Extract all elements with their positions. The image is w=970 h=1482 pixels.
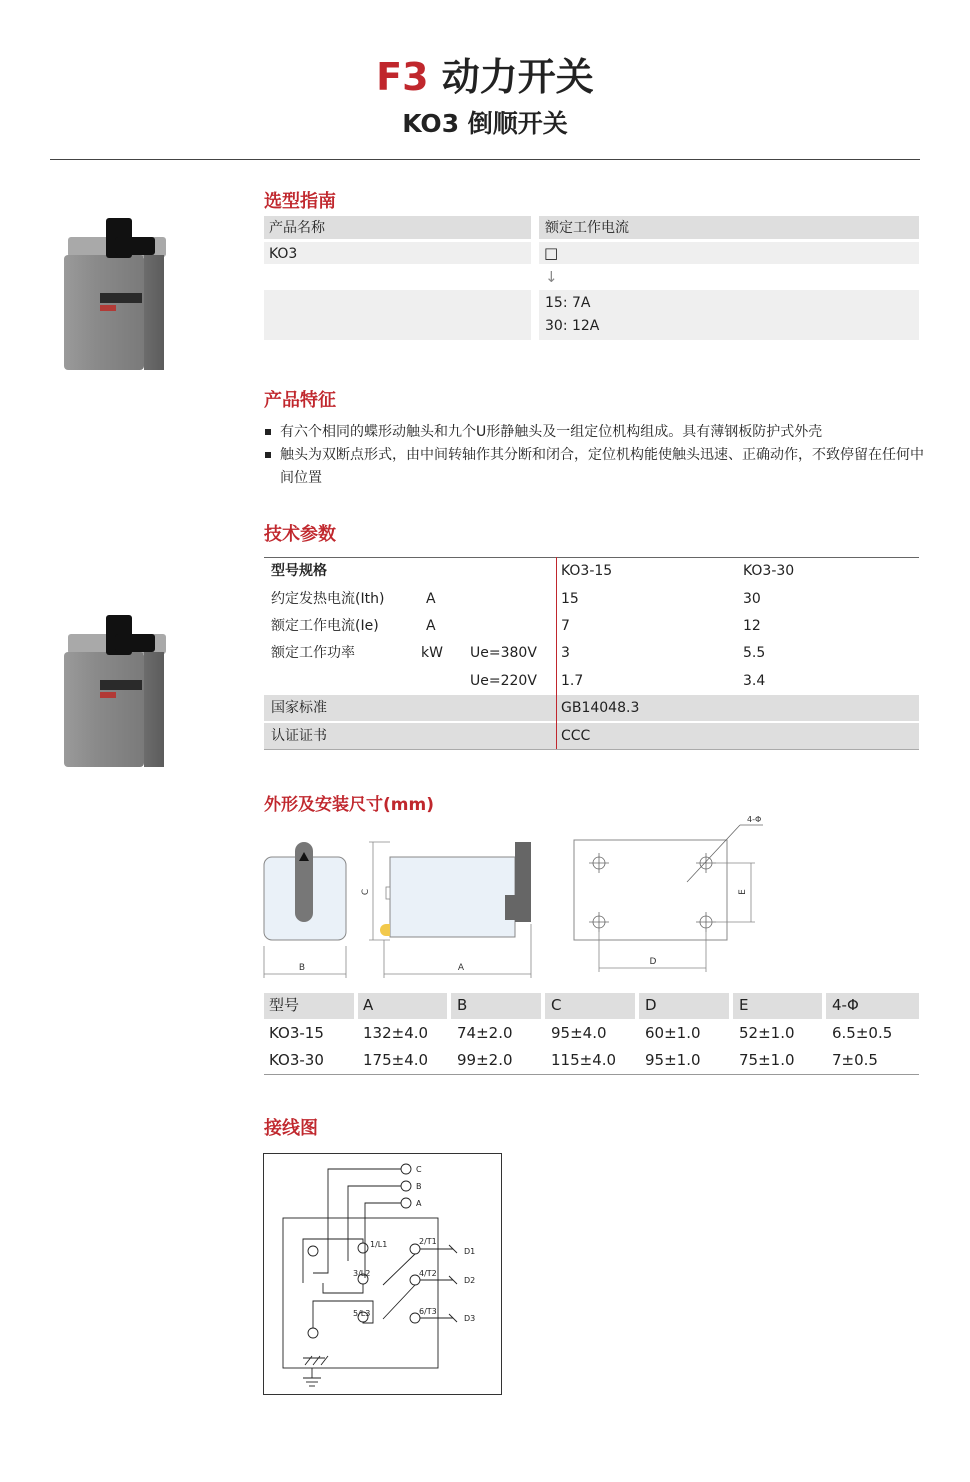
tech-label-ie: 额定工作电流(Ie) [271, 618, 379, 634]
tech-label-ith: 约定发热电流(Ith) [271, 591, 385, 607]
dim-header-d: D [645, 996, 657, 1014]
tech-value: 1.7 [561, 673, 584, 689]
wiring-label-d3: D3 [464, 1314, 476, 1323]
dim-cell: 74±2.0 [457, 1024, 513, 1042]
wiring-label-a: A [416, 1199, 422, 1208]
wiring-label-c: C [416, 1165, 422, 1174]
wiring-label-d2: D2 [464, 1276, 476, 1285]
tech-label-cert: 认证证书 [271, 728, 327, 744]
selection-left-blank [264, 290, 531, 340]
selection-col1-header: 产品名称 [269, 220, 325, 236]
tech-label-model: 型号规格 [271, 563, 327, 579]
series-code: F3 [376, 55, 429, 99]
dim-cell: KO3-15 [269, 1024, 324, 1042]
side-view [361, 842, 531, 978]
wiring-label-t3: 6/T3 [419, 1307, 437, 1316]
wiring-label-t2: 4/T2 [419, 1269, 437, 1278]
selection-heading: 选型指南 [264, 191, 336, 212]
dimension-drawings [255, 810, 815, 982]
dim-header-phi: 4-Φ [832, 996, 859, 1014]
dim-cell: 99±2.0 [457, 1051, 513, 1069]
wiring-label-l2: 3/L2 [353, 1269, 371, 1278]
dim-header-e: E [739, 996, 749, 1014]
product-photo-top [60, 215, 170, 375]
tech-value: 5.5 [743, 645, 766, 661]
dim-cell: 75±1.0 [739, 1051, 795, 1069]
label-e: E [738, 889, 748, 895]
page-title [0, 46, 970, 101]
feature-item: 有六个相同的蝶形动触头和九个U形静触头及一组定位机构组成。具有薄钢板防护式外壳 [264, 421, 924, 444]
tech-cond-380: Ue=380V [470, 645, 537, 661]
tech-cond-220: Ue=220V [470, 673, 537, 689]
tech-value: 3.4 [743, 673, 766, 689]
selection-placeholder-box: □ [544, 244, 559, 262]
tech-value-ko3-15: KO3-15 [561, 563, 613, 579]
dim-header-model: 型号 [269, 996, 300, 1014]
label-a: A [457, 963, 465, 973]
selection-option-30: 30: 12A [545, 318, 600, 334]
tech-top-rule [264, 557, 919, 558]
tech-unit-power: kW [421, 645, 443, 661]
wiring-label-d1: D1 [464, 1247, 476, 1256]
tech-bottom-rule [264, 749, 919, 750]
dim-cell: 115±4.0 [551, 1051, 617, 1069]
dim-cell: 6.5±0.5 [832, 1024, 893, 1042]
selection-product: KO3 [269, 246, 298, 262]
front-view [264, 842, 346, 978]
wiring-label-b: B [416, 1182, 422, 1191]
dim-cell: 95±4.0 [551, 1024, 607, 1042]
tech-value: 7 [561, 618, 570, 634]
dim-header-c: C [551, 996, 562, 1014]
dimensions-heading: 外形及安装尺寸(mm) [264, 795, 434, 815]
tech-value: 12 [743, 618, 761, 634]
dim-cell: 52±1.0 [739, 1024, 795, 1042]
wiring-diagram [263, 1153, 503, 1396]
dim-cell: 60±1.0 [645, 1024, 701, 1042]
page-subtitle: KO3 倒顺开关 [402, 109, 568, 138]
label-4phi: 4-Φ [747, 815, 762, 824]
tech-column-divider [556, 557, 557, 750]
selection-placeholder-row [539, 242, 919, 264]
dim-header-a: A [363, 996, 374, 1014]
tech-value: 15 [561, 591, 579, 607]
selection-option-15: 15: 7A [545, 295, 591, 311]
tech-label-standard: 国家标准 [271, 700, 327, 716]
label-d: D [649, 957, 657, 967]
wiring-label-l3: 5/L3 [353, 1309, 371, 1318]
product-photo-middle [60, 612, 170, 772]
title-divider [50, 159, 920, 160]
dim-cell: 132±4.0 [363, 1024, 429, 1042]
tech-unit-ith: A [426, 591, 436, 607]
dim-cell: 175±4.0 [363, 1051, 429, 1069]
tech-value: 30 [743, 591, 761, 607]
tech-value-standard: GB14048.3 [561, 700, 640, 716]
dim-cell: KO3-30 [269, 1051, 324, 1069]
tech-row-cert-bg [264, 723, 919, 749]
dim-header-b: B [457, 996, 468, 1014]
dim-table-bottom-rule [264, 1074, 919, 1075]
tech-value-ko3-30: KO3-30 [743, 563, 795, 579]
feature-item: 触头为双断点形式，由中间转轴作其分断和闭合，定位机构能使触头迅速、正确动作，不致停留在任何中间位置 [264, 444, 924, 490]
wiring-label-l1: 1/L1 [370, 1240, 388, 1249]
tech-value: 3 [561, 645, 570, 661]
selection-product-row [264, 242, 531, 264]
label-c: C [361, 888, 371, 896]
selection-arrow-icon: ↓ [545, 268, 558, 286]
mounting-view [574, 815, 763, 972]
wiring-label-t1: 2/T1 [419, 1237, 437, 1246]
tech-unit-ie: A [426, 618, 436, 634]
dim-cell: 7±0.5 [832, 1051, 878, 1069]
title-text: 动力开关 [428, 55, 594, 99]
dim-cell: 95±1.0 [645, 1051, 701, 1069]
tech-heading: 技术参数 [264, 524, 336, 545]
wiring-heading: 接线图 [264, 1118, 318, 1139]
selection-col2-header: 额定工作电流 [545, 220, 629, 236]
label-b: B [298, 963, 306, 973]
tech-value-cert: CCC [561, 728, 591, 744]
features-heading: 产品特征 [264, 390, 336, 411]
feature-list [264, 421, 924, 490]
tech-label-power: 额定工作功率 [271, 645, 355, 661]
